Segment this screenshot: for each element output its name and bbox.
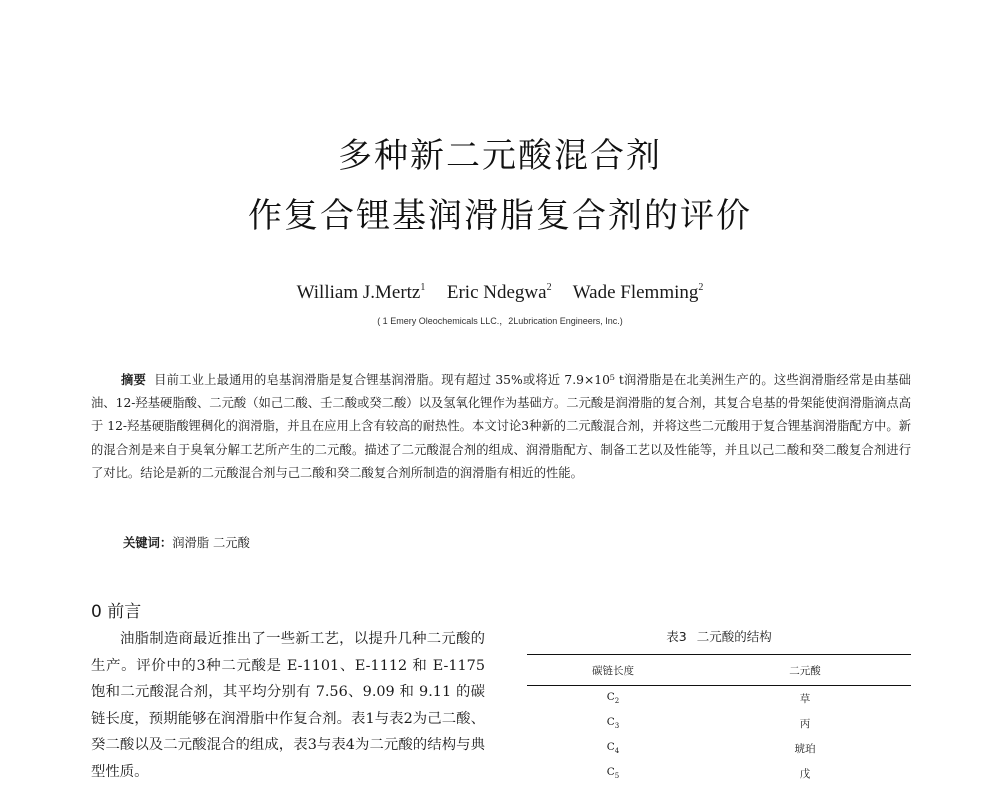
abstract <box>91 369 911 485</box>
acid-name-cell: 丙 <box>799 718 811 730</box>
acid-name-cell: 琥珀 <box>794 743 816 755</box>
author-name: William J.Mertz <box>296 282 421 303</box>
table-number: 表3 <box>666 629 687 644</box>
keywords-text: 润滑脂 二元酸 <box>172 536 250 550</box>
author-list <box>0 282 1000 304</box>
chain-length-cell: $C_4$ <box>606 741 620 756</box>
chain-length-cell: $C_3$ <box>606 716 620 731</box>
author-name: Wade Flemming <box>572 282 699 303</box>
section-body-text: 油脂制造商最近推出了一些新工艺，以提升几种二元酸的生产。评价中的3种二元酸是 E-1101、E-1112 和 E-1175 饱和二元酸混合剂，其平均分别有 7.56、9.09 和 9.11 的碳链长度，预期能够在润滑脂中作复合剂。表1与表2为己二酸、癸二酸以及二元酸混合的组成，表3与表4为二元酸的结构与典型性质。 <box>91 631 485 779</box>
table-row <box>527 736 911 761</box>
table-row <box>527 761 911 786</box>
table-row <box>527 711 911 736</box>
column-header-acid: 二元酸 <box>699 655 911 686</box>
dicarboxylic-acid-structure-table <box>527 654 911 786</box>
keywords-label: 关键词： <box>123 536 173 550</box>
abstract-text: 目前工业上最通用的皂基润滑脂是复合锂基润滑脂。现有超过 35%或将近 7.9×10⁵ t润滑脂是在北美洲生产的。这些润滑脂经常是由基础油、12-羟基硬脂酸、二元酸（如己二酸、壬二酸或癸二酸）以及氢氧化锂作为基础方。二元酸是润滑脂的复合剂，其复合皂基的骨架能使润滑脂滴点高于 12-羟基硬脂酸锂稠化的润滑脂，并且在应用上含有较高的耐热性。本文讨论3种新的二元酸混合剂，并将这些二元酸用于复合锂基润滑脂配方中。新的混合剂是来自于臭氧分解工艺所产生的二元酸。描述了二元酸混合剂的组成、润滑脂配方、制备工艺以及性能等，并且以己二酸和癸二酸复合剂进行了对比。结论是新的二元酸混合剂与己二酸和癸二酸复合剂所制造的润滑脂有相近的性能。 <box>91 373 911 480</box>
paper-title-line1: 多种新二元酸混合剂 <box>338 136 662 176</box>
table-header-row <box>527 655 911 686</box>
acid-name-cell: 戊 <box>799 768 811 780</box>
abstract-label: 摘要 <box>121 373 146 387</box>
table-caption <box>527 627 911 645</box>
table-row <box>527 686 911 712</box>
section-heading: 0 前言 <box>91 602 142 622</box>
chain-length-cell: $C_2$ <box>606 691 620 706</box>
chain-length-cell: $C_5$ <box>606 766 620 781</box>
keywords <box>123 533 250 551</box>
author-affiliation-mark: 2 <box>698 282 704 293</box>
author-affiliation-mark: 2 <box>546 282 552 293</box>
table-title: 二元酸的结构 <box>696 629 772 644</box>
author-affiliation-mark: 1 <box>420 282 426 293</box>
column-header-chain-length: 碳链长度 <box>527 655 699 686</box>
paper-title-line2: 作复合锂基润滑脂复合剂的评价 <box>248 196 752 236</box>
affiliation: ( 1 Emery Oleochemicals LLC.，2Lubrication Engineers, Inc.) <box>377 316 623 326</box>
acid-name-cell: 草 <box>799 693 811 705</box>
author-name: Eric Ndegwa <box>446 282 547 303</box>
